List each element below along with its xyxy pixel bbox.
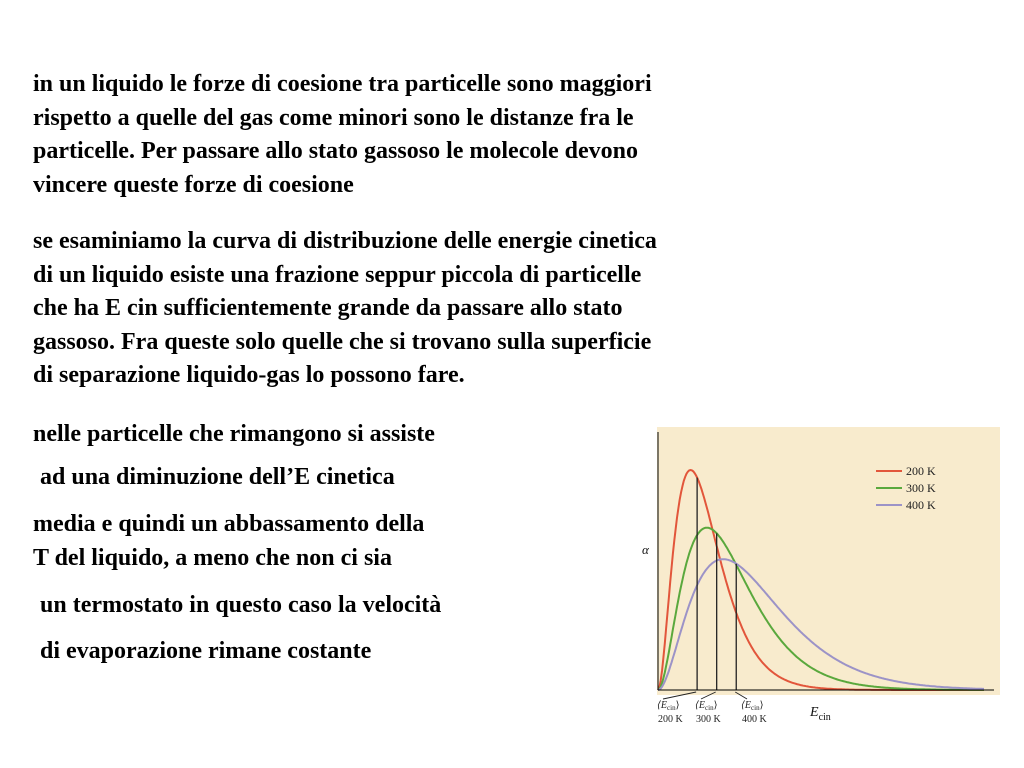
mean-marker-temp-3: 400 K [742,714,767,725]
paragraph-2 [33,225,657,393]
text-line: di un liquido esiste una frazione seppur piccola di particelle [33,261,642,288]
mean-marker-close-3: ⟩ [759,700,764,711]
mean-marker-sub-3: cin [751,704,760,712]
legend-label-2: 300 K [906,481,936,495]
legend-label-3: 400 K [906,498,936,512]
text-line: un termostato in questo caso la velocità [40,592,442,618]
x-axis-label: $E_{cin}$ [810,705,831,723]
text-line: T del liquido, a meno che non ci sia [33,544,392,571]
energy-distribution-chart [640,418,1002,736]
text-line: nelle particelle che rimangono si assiste [33,421,435,447]
mean-marker-sub-1: cin [667,704,676,712]
text-line: ad una diminuzione dell’E cinetica [40,464,395,490]
mean-marker-close-2: ⟩ [713,700,718,711]
mean-marker-sub-2: cin [705,704,714,712]
text-line: che ha E cin sufficientemente grande da passare allo stato [33,295,623,321]
mean-marker-open-2: ⟨E [695,700,706,711]
mean-marker-temp-1: 200 K [658,714,683,725]
mean-marker-close-1: ⟩ [675,700,680,711]
text-line: particelle. Per passare allo stato gassoso le molecole devono [33,138,639,164]
paragraph-1 [33,68,652,202]
text-line: media e quindi un abbassamento della [33,511,425,537]
x-axis-label-sub: cin [818,712,831,723]
text-line: vincere queste forze di coesione [33,171,354,198]
chart-svg [640,418,1002,736]
text-line: rispetto a quelle del gas come minori sono le distanze fra le [33,104,634,131]
mean-marker-label-1 [657,700,680,712]
mean-marker-temp-2: 300 K [696,714,721,725]
text-block [33,508,424,575]
mean-marker-open-3: ⟨E [741,700,752,711]
text-line: di separazione liquido-gas lo possono fare. [33,362,465,388]
legend-label-1: 200 K [906,464,936,478]
mean-marker-label-3 [741,700,764,712]
mean-marker-open-1: ⟨E [657,700,668,711]
text-line: gassoso. Fra queste solo quelle che si trovano sulla superficie [33,328,652,355]
mean-marker-label-2 [695,700,718,712]
y-axis-label: α [642,542,649,557]
text-line: in un liquido le forze di coesione tra particelle sono maggiori [33,71,652,97]
text-line: di evaporazione rimane costante [40,638,372,664]
text-line: se esaminiamo la curva di distribuzione delle energie cinetica [33,228,657,254]
